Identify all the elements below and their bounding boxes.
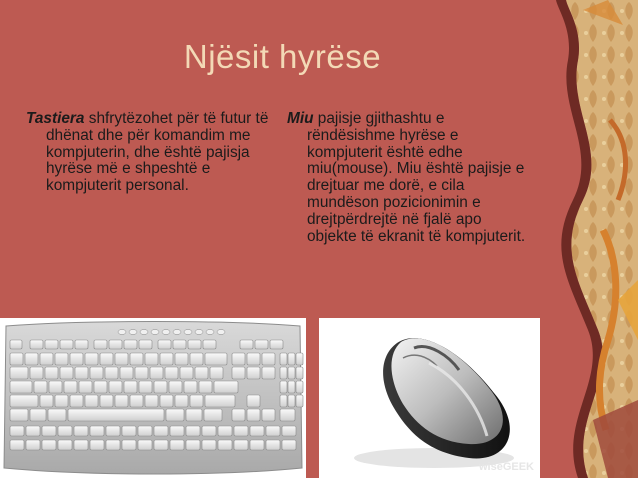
keyboard-key xyxy=(45,367,58,379)
mouse-text-column xyxy=(287,111,527,245)
keyboard-key xyxy=(247,353,260,365)
keyboard-key xyxy=(100,353,113,365)
keyboard-key xyxy=(280,409,295,421)
keyboard-key xyxy=(234,440,248,450)
keyboard-key xyxy=(262,353,275,365)
keyboard-key xyxy=(255,340,268,349)
keyboard-key xyxy=(106,426,120,436)
keyboard-key xyxy=(240,340,253,349)
keyboard-key xyxy=(175,395,188,407)
keyboard-key xyxy=(55,353,68,365)
keyboard-key xyxy=(154,440,168,450)
keyboard-key xyxy=(250,426,264,436)
keyboard-key xyxy=(75,340,88,349)
keyboard-key xyxy=(282,440,296,450)
mouse-image xyxy=(319,318,540,478)
keyboard-key xyxy=(232,409,245,421)
keyboard-key xyxy=(186,426,200,436)
keyboard-key xyxy=(190,353,203,365)
keyboard-key xyxy=(160,353,173,365)
mouse-description xyxy=(287,111,527,245)
keyboard-key xyxy=(109,381,122,393)
keyboard-key xyxy=(282,426,296,436)
keyboard-key xyxy=(75,367,88,379)
keyboard-key xyxy=(79,381,92,393)
keyboard-key xyxy=(94,381,107,393)
keyboard-key xyxy=(74,440,88,450)
keyboard-key xyxy=(180,367,193,379)
keyboard-key xyxy=(250,440,264,450)
keyboard-key xyxy=(90,440,104,450)
keyboard-key xyxy=(218,440,232,450)
keyboard-key xyxy=(218,426,232,436)
keyboard-key xyxy=(262,367,275,379)
keyboard-key xyxy=(130,395,143,407)
keyboard-key xyxy=(85,353,98,365)
keyboard-key xyxy=(202,426,216,436)
mouse-term: Miu xyxy=(287,110,314,127)
keyboard-key xyxy=(70,353,83,365)
keyboard-key xyxy=(138,440,152,450)
keyboard-key xyxy=(130,353,143,365)
keyboard-key xyxy=(115,395,128,407)
keyboard-key xyxy=(40,353,53,365)
keyboard-key xyxy=(34,381,47,393)
keyboard-key xyxy=(90,426,104,436)
keyboard-key xyxy=(10,367,28,379)
keyboard-key xyxy=(288,353,295,365)
keyboard-key xyxy=(25,353,38,365)
keyboard-key xyxy=(135,367,148,379)
keyboard-key xyxy=(186,440,200,450)
keyboard-key xyxy=(186,409,202,421)
keyboard-key xyxy=(90,367,103,379)
keyboard-key xyxy=(160,395,173,407)
keyboard-key xyxy=(280,353,287,365)
keyboard-key xyxy=(154,426,168,436)
media-button xyxy=(195,330,203,335)
keyboard-key xyxy=(138,426,152,436)
keyboard-key xyxy=(288,395,295,407)
media-button xyxy=(140,330,148,335)
keyboard-key xyxy=(122,440,136,450)
keyboard-key xyxy=(270,340,283,349)
keyboard-key xyxy=(26,440,40,450)
keyboard-key xyxy=(45,340,58,349)
keyboard-key xyxy=(100,395,113,407)
keyboard-key xyxy=(120,367,133,379)
keyboard-key xyxy=(30,340,43,349)
keyboard-key xyxy=(30,367,43,379)
keyboard-key xyxy=(150,367,163,379)
keyboard-key xyxy=(10,381,32,393)
keyboard-key xyxy=(280,395,287,407)
keyboard-description xyxy=(26,111,276,195)
keyboard-key xyxy=(234,426,248,436)
keyboard-key xyxy=(10,340,22,349)
keyboard-key xyxy=(106,440,120,450)
keyboard-key xyxy=(10,395,38,407)
keyboard-key xyxy=(40,395,53,407)
mouse-watermark: wiseGEEK xyxy=(478,461,534,473)
keyboard-key xyxy=(158,340,171,349)
media-button xyxy=(151,330,159,335)
keyboard-body: shfrytëzohet për të futur të dhënat dhe për komandim me kompjuterin, dhe është pajisja hyrëse më e shpeshtë e kompjuterit personal. xyxy=(46,110,269,195)
keyboard-key xyxy=(48,409,66,421)
keyboard-icon xyxy=(0,318,306,478)
keyboard-key xyxy=(109,340,122,349)
keyboard-key xyxy=(296,353,303,365)
keyboard-key xyxy=(170,426,184,436)
keyboard-key xyxy=(124,340,137,349)
keyboard-key xyxy=(205,395,235,407)
keyboard-key xyxy=(122,426,136,436)
keyboard-key xyxy=(202,440,216,450)
keyboard-key xyxy=(188,340,201,349)
keyboard-key xyxy=(232,353,245,365)
keyboard-key xyxy=(139,381,152,393)
keyboard-key xyxy=(199,381,212,393)
keyboard-key xyxy=(190,395,203,407)
keyboard-key xyxy=(165,367,178,379)
keyboard-key xyxy=(94,340,107,349)
mouse-body: pajisje gjithashtu e rëndësishme hyrëse e kompjuterit është edhe miu(mouse). Miu është pajisje e drejtuar me dorë, e cila mundëson pozicionimin e drejtpërdrejtë në fjalë apo objekte të ekranit të kompjuterit. xyxy=(307,110,526,245)
mouse-icon xyxy=(319,318,540,478)
media-button xyxy=(173,330,181,335)
media-button xyxy=(184,330,192,335)
keyboard-key xyxy=(232,367,245,379)
media-button xyxy=(129,330,137,335)
keyboard-key xyxy=(247,367,260,379)
keyboard-key xyxy=(10,426,24,436)
keyboard-key xyxy=(175,353,188,365)
keyboard-key xyxy=(247,395,260,407)
keyboard-key xyxy=(60,367,73,379)
media-button xyxy=(206,330,214,335)
media-button xyxy=(118,330,126,335)
keyboard-key xyxy=(10,353,23,365)
keyboard-key xyxy=(145,353,158,365)
keyboard-key xyxy=(154,381,167,393)
keyboard-key xyxy=(166,409,184,421)
keyboard-key xyxy=(58,426,72,436)
keyboard-key xyxy=(214,381,238,393)
keyboard-key xyxy=(296,395,303,407)
keyboard-key xyxy=(55,395,68,407)
keyboard-image xyxy=(0,318,306,478)
keyboard-key xyxy=(145,395,158,407)
keyboard-key xyxy=(266,426,280,436)
keyboard-key xyxy=(42,426,56,436)
keyboard-key xyxy=(105,367,118,379)
keyboard-key xyxy=(296,381,303,393)
keyboard-key xyxy=(170,440,184,450)
keyboard-key xyxy=(210,367,223,379)
keyboard-key xyxy=(49,381,62,393)
keyboard-key xyxy=(60,340,73,349)
keyboard-key xyxy=(139,340,152,349)
keyboard-key xyxy=(184,381,197,393)
keyboard-key xyxy=(203,340,216,349)
keyboard-key xyxy=(74,426,88,436)
keyboard-key xyxy=(280,381,287,393)
media-button xyxy=(217,330,225,335)
keyboard-key xyxy=(115,353,128,365)
keyboard-key xyxy=(58,440,72,450)
keyboard-key xyxy=(173,340,186,349)
keyboard-key xyxy=(247,409,260,421)
keyboard-key xyxy=(85,395,98,407)
keyboard-key xyxy=(64,381,77,393)
keyboard-key xyxy=(288,381,295,393)
keyboard-key xyxy=(124,381,137,393)
media-button xyxy=(162,330,170,335)
keyboard-key xyxy=(10,440,24,450)
keyboard-key xyxy=(42,440,56,450)
keyboard-key xyxy=(205,353,227,365)
keyboard-key xyxy=(169,381,182,393)
slide-title: Njësit hyrëse xyxy=(183,38,382,75)
keyboard-text-column xyxy=(26,111,276,195)
keyboard-key xyxy=(262,409,275,421)
keyboard-key xyxy=(288,367,295,379)
keyboard-key xyxy=(195,367,208,379)
keyboard-term: Tastiera xyxy=(26,110,85,127)
keyboard-key xyxy=(26,426,40,436)
keyboard-key xyxy=(296,367,303,379)
keyboard-key xyxy=(204,409,222,421)
keyboard-key xyxy=(68,409,164,421)
keyboard-key xyxy=(266,440,280,450)
keyboard-key xyxy=(30,409,46,421)
keyboard-key xyxy=(10,409,28,421)
keyboard-key xyxy=(280,367,287,379)
keyboard-key xyxy=(70,395,83,407)
